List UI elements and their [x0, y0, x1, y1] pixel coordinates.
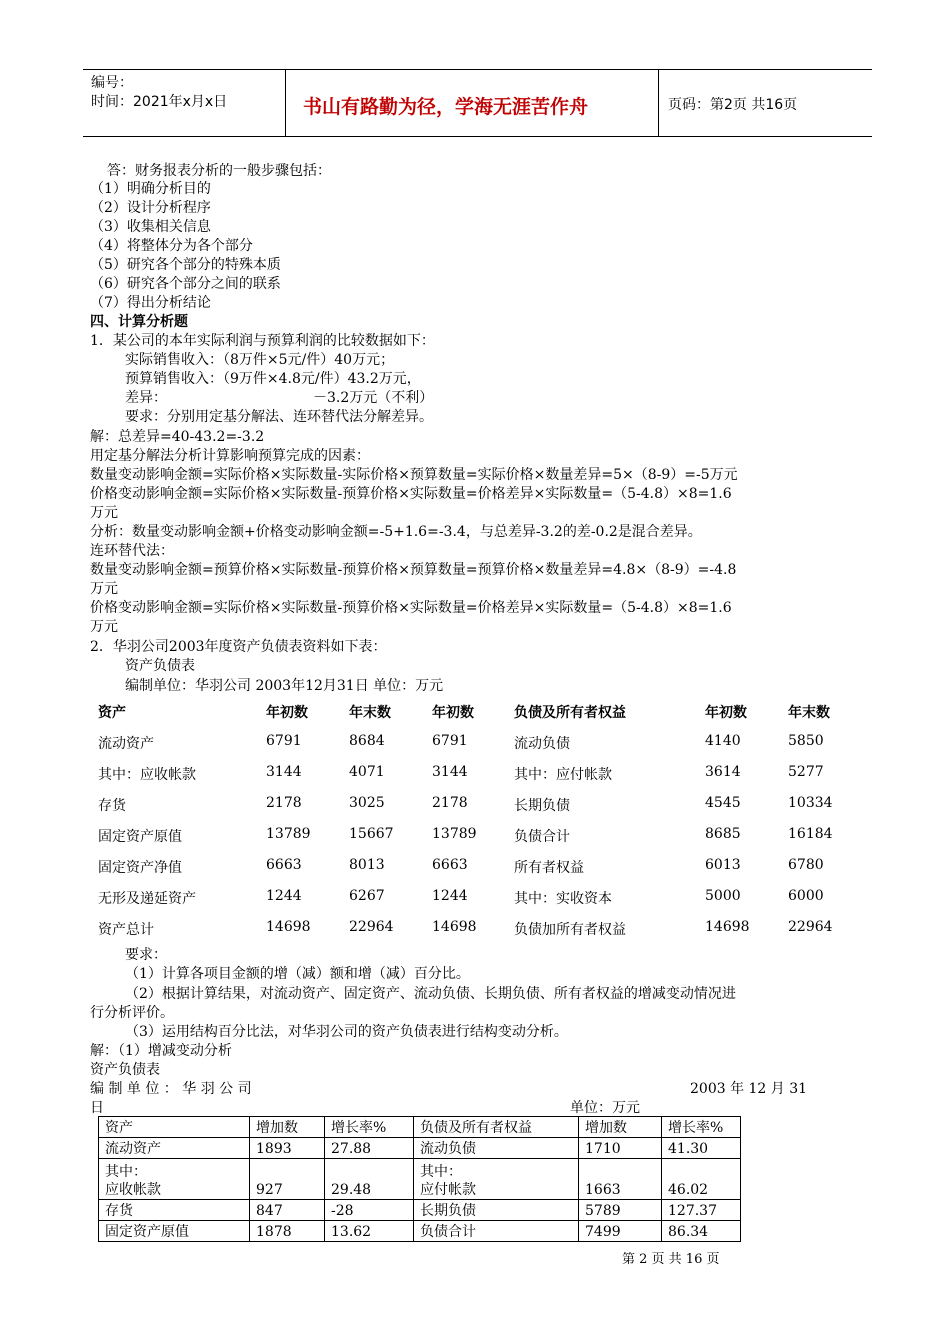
table2-day: 日	[90, 1100, 104, 1116]
answer-intro: 答：财务报表分析的一般步骤包括：	[107, 163, 331, 179]
table1-cell: 4071	[349, 764, 385, 780]
table2-header-cell: 增加数	[250, 1117, 325, 1138]
table1-cell: 6267	[349, 888, 385, 904]
requirement-b-cont: 行分析评价。	[90, 1005, 174, 1021]
header-page-label: 页码：第2页 共16页	[668, 97, 798, 113]
table1-cell: 存货	[98, 798, 126, 814]
section-heading: 四、计算分析题	[90, 314, 188, 330]
table-cell: 1893	[250, 1138, 325, 1159]
table2-unit-left: 编 制 单 位 ： 华 羽 公 司	[90, 1081, 252, 1097]
table-row	[99, 1221, 741, 1242]
question-2: 2．华羽公司2003年度资产负债表资料如下表：	[90, 639, 387, 655]
table1-cell: 负债加所有者权益	[514, 922, 626, 938]
table1-cell: 流动资产	[98, 736, 154, 752]
solution-heading: 解：（1）增减变动分析	[90, 1043, 232, 1059]
chain-price-formula: 价格变动影响金额=实际价格×实际数量-预算价格×实际数量=价格差异×实际数量=（5-4.8）×8=1.6	[90, 600, 732, 616]
requirement-1: 要求：分别用定基分解法、连环替代法分解差异。	[125, 409, 433, 425]
table1-header-cell: 年初数	[432, 705, 474, 721]
question-1: 1．某公司的本年实际利润与预算利润的比较数据如下：	[90, 333, 435, 349]
fixed-price-unit: 万元	[90, 505, 118, 521]
table1-cell: 负债合计	[514, 829, 570, 845]
header-motto: 书山有路勤为径，学海无涯苦作舟	[303, 96, 589, 118]
table-cell: 46.02	[662, 1159, 741, 1200]
requirement-b: （2）根据计算结果，对流动资产、固定资产、流动负债、长期负债、所有者权益的增减变动情况进	[125, 986, 736, 1002]
fixed-base-intro: 用定基分解法分析计算影响预算完成的因素：	[90, 448, 370, 464]
step-2: （2）设计分析程序	[90, 200, 211, 216]
table1-cell: 14698	[705, 919, 750, 935]
table1-cell: 3144	[266, 764, 302, 780]
table1-cell: 8013	[349, 857, 385, 873]
table1-cell: 5000	[705, 888, 741, 904]
table1-cell: 8685	[705, 826, 741, 842]
table1-header-cell: 年初数	[266, 705, 308, 721]
table-row	[99, 1138, 741, 1159]
table-cell: 86.34	[662, 1221, 741, 1242]
table2-header-row	[99, 1117, 741, 1138]
table1-cell: 其中：应付帐款	[514, 767, 612, 783]
table-cell: 13.62	[325, 1221, 414, 1242]
table-cell: 固定资产原值	[99, 1221, 250, 1242]
table2-title: 资产负债表	[90, 1062, 160, 1078]
table1-header-cell: 年初数	[705, 705, 747, 721]
table-cell: 其中： 应付帐款	[414, 1159, 579, 1200]
chain-qty-unit: 万元	[90, 581, 118, 597]
chain-intro: 连环替代法：	[90, 543, 174, 559]
table1-cell: 其中：实收资本	[514, 891, 612, 907]
table1-cell: 固定资产净值	[98, 860, 182, 876]
step-4: （4）将整体分为各个部分	[90, 238, 253, 254]
table-cell: 847	[250, 1200, 325, 1221]
table1-header-cell: 负债及所有者权益	[514, 705, 626, 721]
table1-cell: 4140	[705, 733, 741, 749]
header-top-border	[83, 69, 872, 70]
step-1: （1）明确分析目的	[90, 181, 211, 197]
table1-cell: 2178	[266, 795, 302, 811]
table-cell: 负债合计	[414, 1221, 579, 1242]
table1-cell: 固定资产原值	[98, 829, 182, 845]
chain-price-unit: 万元	[90, 619, 118, 635]
table1-cell: 15667	[349, 826, 394, 842]
chain-qty-formula: 数量变动影响金额=预算价格×实际数量-预算价格×预算数量=预算价格×数量差异=4.8×（8-9）=-4.8	[90, 562, 737, 578]
table1-cell: 3144	[432, 764, 468, 780]
table1-cell: 10334	[788, 795, 833, 811]
table2-unit: 单位：万元	[570, 1100, 640, 1116]
requirement-c: （3）运用结构百分比法，对华羽公司的资产负债表进行结构变动分析。	[125, 1024, 568, 1040]
balance-sheet-title: 资产负债表	[125, 658, 195, 674]
table1-cell: 流动负债	[514, 736, 570, 752]
step-7: （7）得出分析结论	[90, 295, 211, 311]
table1-cell: 22964	[349, 919, 394, 935]
table1-cell: 22964	[788, 919, 833, 935]
step-5: （5）研究各个部分的特殊本质	[90, 257, 281, 273]
requirements-label: 要求：	[125, 947, 167, 963]
requirement-a: （1）计算各项目金额的增（减）额和增（减）百分比。	[125, 966, 470, 982]
header-time-label: 时间：2021年x月x日	[91, 94, 228, 110]
table-cell: 41.30	[662, 1138, 741, 1159]
table-row	[99, 1200, 741, 1221]
table1-cell: 1244	[432, 888, 468, 904]
table1-cell: 6000	[788, 888, 824, 904]
table-cell: 存货	[99, 1200, 250, 1221]
table1-cell: 6780	[788, 857, 824, 873]
header-divider-right	[658, 69, 659, 136]
table1-cell: 其中：应收帐款	[98, 767, 196, 783]
table1-cell: 所有者权益	[514, 860, 584, 876]
header-number-label: 编号：	[91, 75, 133, 91]
table-row	[99, 1159, 741, 1200]
table2-header-cell: 负债及所有者权益	[414, 1117, 579, 1138]
table-cell: 127.37	[662, 1200, 741, 1221]
solution-total: 解：总差异=40-43.2=-3.2	[90, 429, 265, 445]
table1-cell: 13789	[266, 826, 311, 842]
budget-sales: 预算销售收入：（9万件×4.8元/件）43.2万元，	[125, 371, 421, 387]
table-cell: 27.88	[325, 1138, 414, 1159]
table1-cell: 6663	[266, 857, 302, 873]
table-cell: 927	[250, 1159, 325, 1200]
table2-header-cell: 增加数	[579, 1117, 662, 1138]
balance-sheet-meta: 编制单位：华羽公司 2003年12月31日 单位：万元	[125, 678, 444, 694]
analysis-line: 分析：数量变动影响金额+价格变动影响金额=-5+1.6=-3.4，与总差异-3.2的差-0.2是混合差异。	[90, 524, 702, 540]
table-cell: 其中： 应收帐款	[99, 1159, 250, 1200]
table1-cell: 6791	[432, 733, 468, 749]
table2-date: 2003 年 12 月 31	[690, 1081, 808, 1097]
table1-cell: 1244	[266, 888, 302, 904]
actual-sales: 实际销售收入：（8万件×5元/件）40万元；	[125, 352, 395, 368]
step-6: （6）研究各个部分之间的联系	[90, 276, 281, 292]
table-cell: 长期负债	[414, 1200, 579, 1221]
table-cell: 29.48	[325, 1159, 414, 1200]
difference-value: －3.2万元（不利）	[313, 390, 434, 406]
table1-cell: 2178	[432, 795, 468, 811]
table1-header-cell: 资产	[98, 705, 126, 721]
table1-cell: 无形及递延资产	[98, 891, 196, 907]
table1-header-cell: 年末数	[788, 705, 830, 721]
table-cell: 流动资产	[99, 1138, 250, 1159]
table-cell: -28	[325, 1200, 414, 1221]
table1-cell: 3025	[349, 795, 385, 811]
difference-label: 差异：	[125, 390, 167, 406]
table1-cell: 6663	[432, 857, 468, 873]
step-3: （3）收集相关信息	[90, 219, 211, 235]
table1-cell: 14698	[432, 919, 477, 935]
fixed-price-formula: 价格变动影响金额=实际价格×实际数量-预算价格×实际数量=价格差异×实际数量=（5-4.8）×8=1.6	[90, 486, 732, 502]
change-analysis-table	[98, 1116, 741, 1242]
table-cell: 1663	[579, 1159, 662, 1200]
table1-cell: 3614	[705, 764, 741, 780]
table1-cell: 13789	[432, 826, 477, 842]
table-cell: 7499	[579, 1221, 662, 1242]
table2-header-cell: 增长率%	[325, 1117, 414, 1138]
table1-cell: 16184	[788, 826, 833, 842]
table1-cell: 4545	[705, 795, 741, 811]
table-cell: 1878	[250, 1221, 325, 1242]
table1-cell: 长期负债	[514, 798, 570, 814]
table1-cell: 8684	[349, 733, 385, 749]
fixed-qty-formula: 数量变动影响金额=实际价格×实际数量-实际价格×预算数量=实际价格×数量差异=5×（8-9）=-5万元	[90, 467, 738, 483]
table1-cell: 6013	[705, 857, 741, 873]
table1-cell: 资产总计	[98, 922, 154, 938]
table-cell: 流动负债	[414, 1138, 579, 1159]
header-bottom-border	[83, 136, 872, 137]
table1-cell: 6791	[266, 733, 302, 749]
page-footer: 第 2 页 共 16 页	[622, 1252, 720, 1267]
header-divider-left	[285, 69, 286, 136]
table-cell: 5789	[579, 1200, 662, 1221]
table1-cell: 5277	[788, 764, 824, 780]
table-cell: 1710	[579, 1138, 662, 1159]
table1-cell: 5850	[788, 733, 824, 749]
table2-header-cell: 资产	[99, 1117, 250, 1138]
table2-header-cell: 增长率%	[662, 1117, 741, 1138]
table1-cell: 14698	[266, 919, 311, 935]
table1-header-cell: 年末数	[349, 705, 391, 721]
